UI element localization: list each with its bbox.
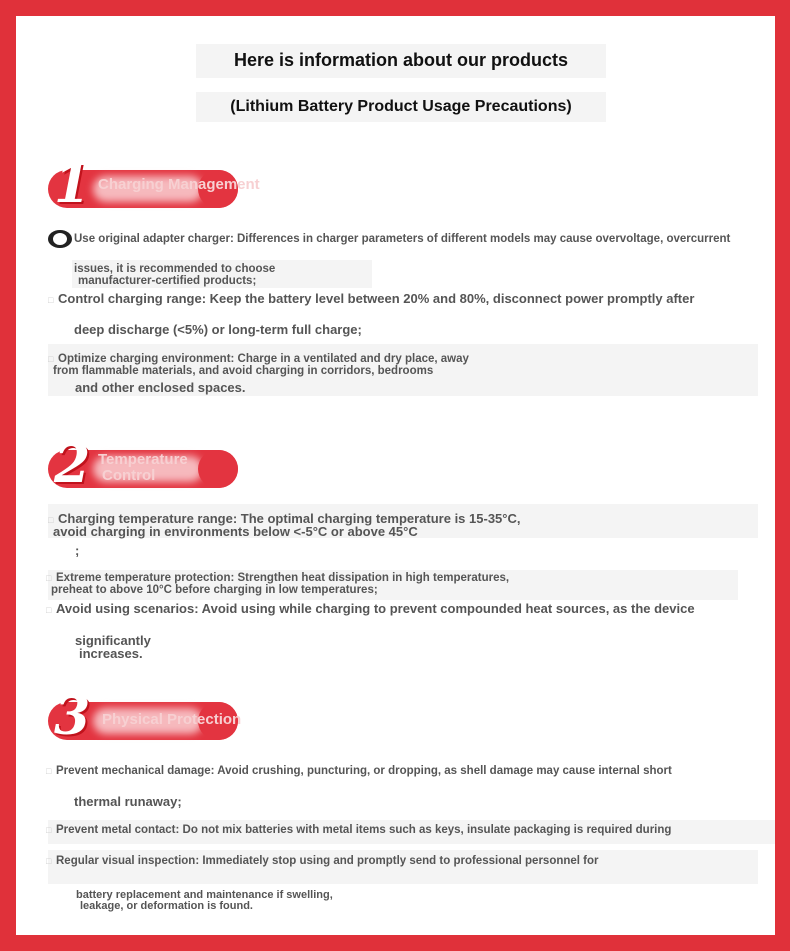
bullet-icon: □ (48, 295, 54, 305)
text-line: □ Extreme temperature protection: Strengthen heat dissipation in high temperatures, (46, 572, 510, 584)
section-number: 2 (54, 434, 91, 495)
page-subtitle: (Lithium Battery Product Usage Precautions) (230, 98, 572, 115)
text-line: □ Charging temperature range: The optimal charging temperature is 15-35°C, (48, 511, 521, 526)
text-line: increases. (79, 646, 143, 661)
section-title: Temperature Control (98, 451, 188, 484)
text-line: and other enclosed spaces. (75, 380, 246, 395)
text-line: □ Control charging range: Keep the battery level between 20% and 80%, disconnect power promptly after (48, 291, 695, 306)
text-line: □ Optimize charging environment: Charge in a ventilated and dry place, away (48, 353, 469, 365)
bullet-icon: □ (46, 856, 52, 866)
bullet-icon (48, 230, 72, 248)
text-line: □ Regular visual inspection: Immediately stop using and promptly send to professional personnel for (46, 855, 599, 867)
bullet-icon: □ (48, 354, 54, 364)
bullet-icon: □ (48, 515, 54, 525)
bullet-icon: □ (46, 766, 52, 776)
section-number: 3 (54, 686, 91, 747)
text-line: avoid charging in environments below <-5°C or above 45°C (53, 524, 418, 539)
section-title: Physical Protection (102, 711, 242, 728)
bullet-icon: □ (46, 605, 52, 615)
section-number: 1 (54, 154, 91, 215)
text-line: manufacturer-certified products; (78, 275, 257, 287)
content-panel (16, 16, 775, 935)
bullet-icon: □ (46, 825, 52, 835)
text-line: □ Prevent metal contact: Do not mix batteries with metal items such as keys, insulate packaging is required during (46, 824, 672, 836)
text-line: significantly (75, 633, 151, 648)
text-line: issues, it is recommended to choose (74, 263, 276, 275)
text-line: □ Prevent mechanical damage: Avoid crushing, puncturing, or dropping, as shell damage may cause internal short (46, 765, 672, 777)
text-line: leakage, or deformation is found. (80, 900, 253, 912)
section-title: Charging Management (98, 176, 260, 193)
text-line: ; (75, 543, 80, 558)
text-line: from flammable materials, and avoid charging in corridors, bedrooms (53, 365, 434, 377)
text-line: preheat to above 10°C before charging in low temperatures; (51, 584, 378, 596)
text-line: thermal runaway; (74, 794, 182, 809)
text-line: battery replacement and maintenance if swelling, (76, 889, 333, 901)
bullet-icon: □ (46, 573, 52, 583)
page-title: Here is information about our products (233, 50, 569, 70)
text-line: deep discharge (<5%) or long-term full charge; (74, 322, 362, 337)
text-line: Use original adapter charger: Differences in charger parameters of different models may cause overvoltage, overcurrent (74, 233, 731, 245)
text-line: □ Avoid using scenarios: Avoid using while charging to prevent compounded heat sources, as the device (46, 601, 695, 616)
